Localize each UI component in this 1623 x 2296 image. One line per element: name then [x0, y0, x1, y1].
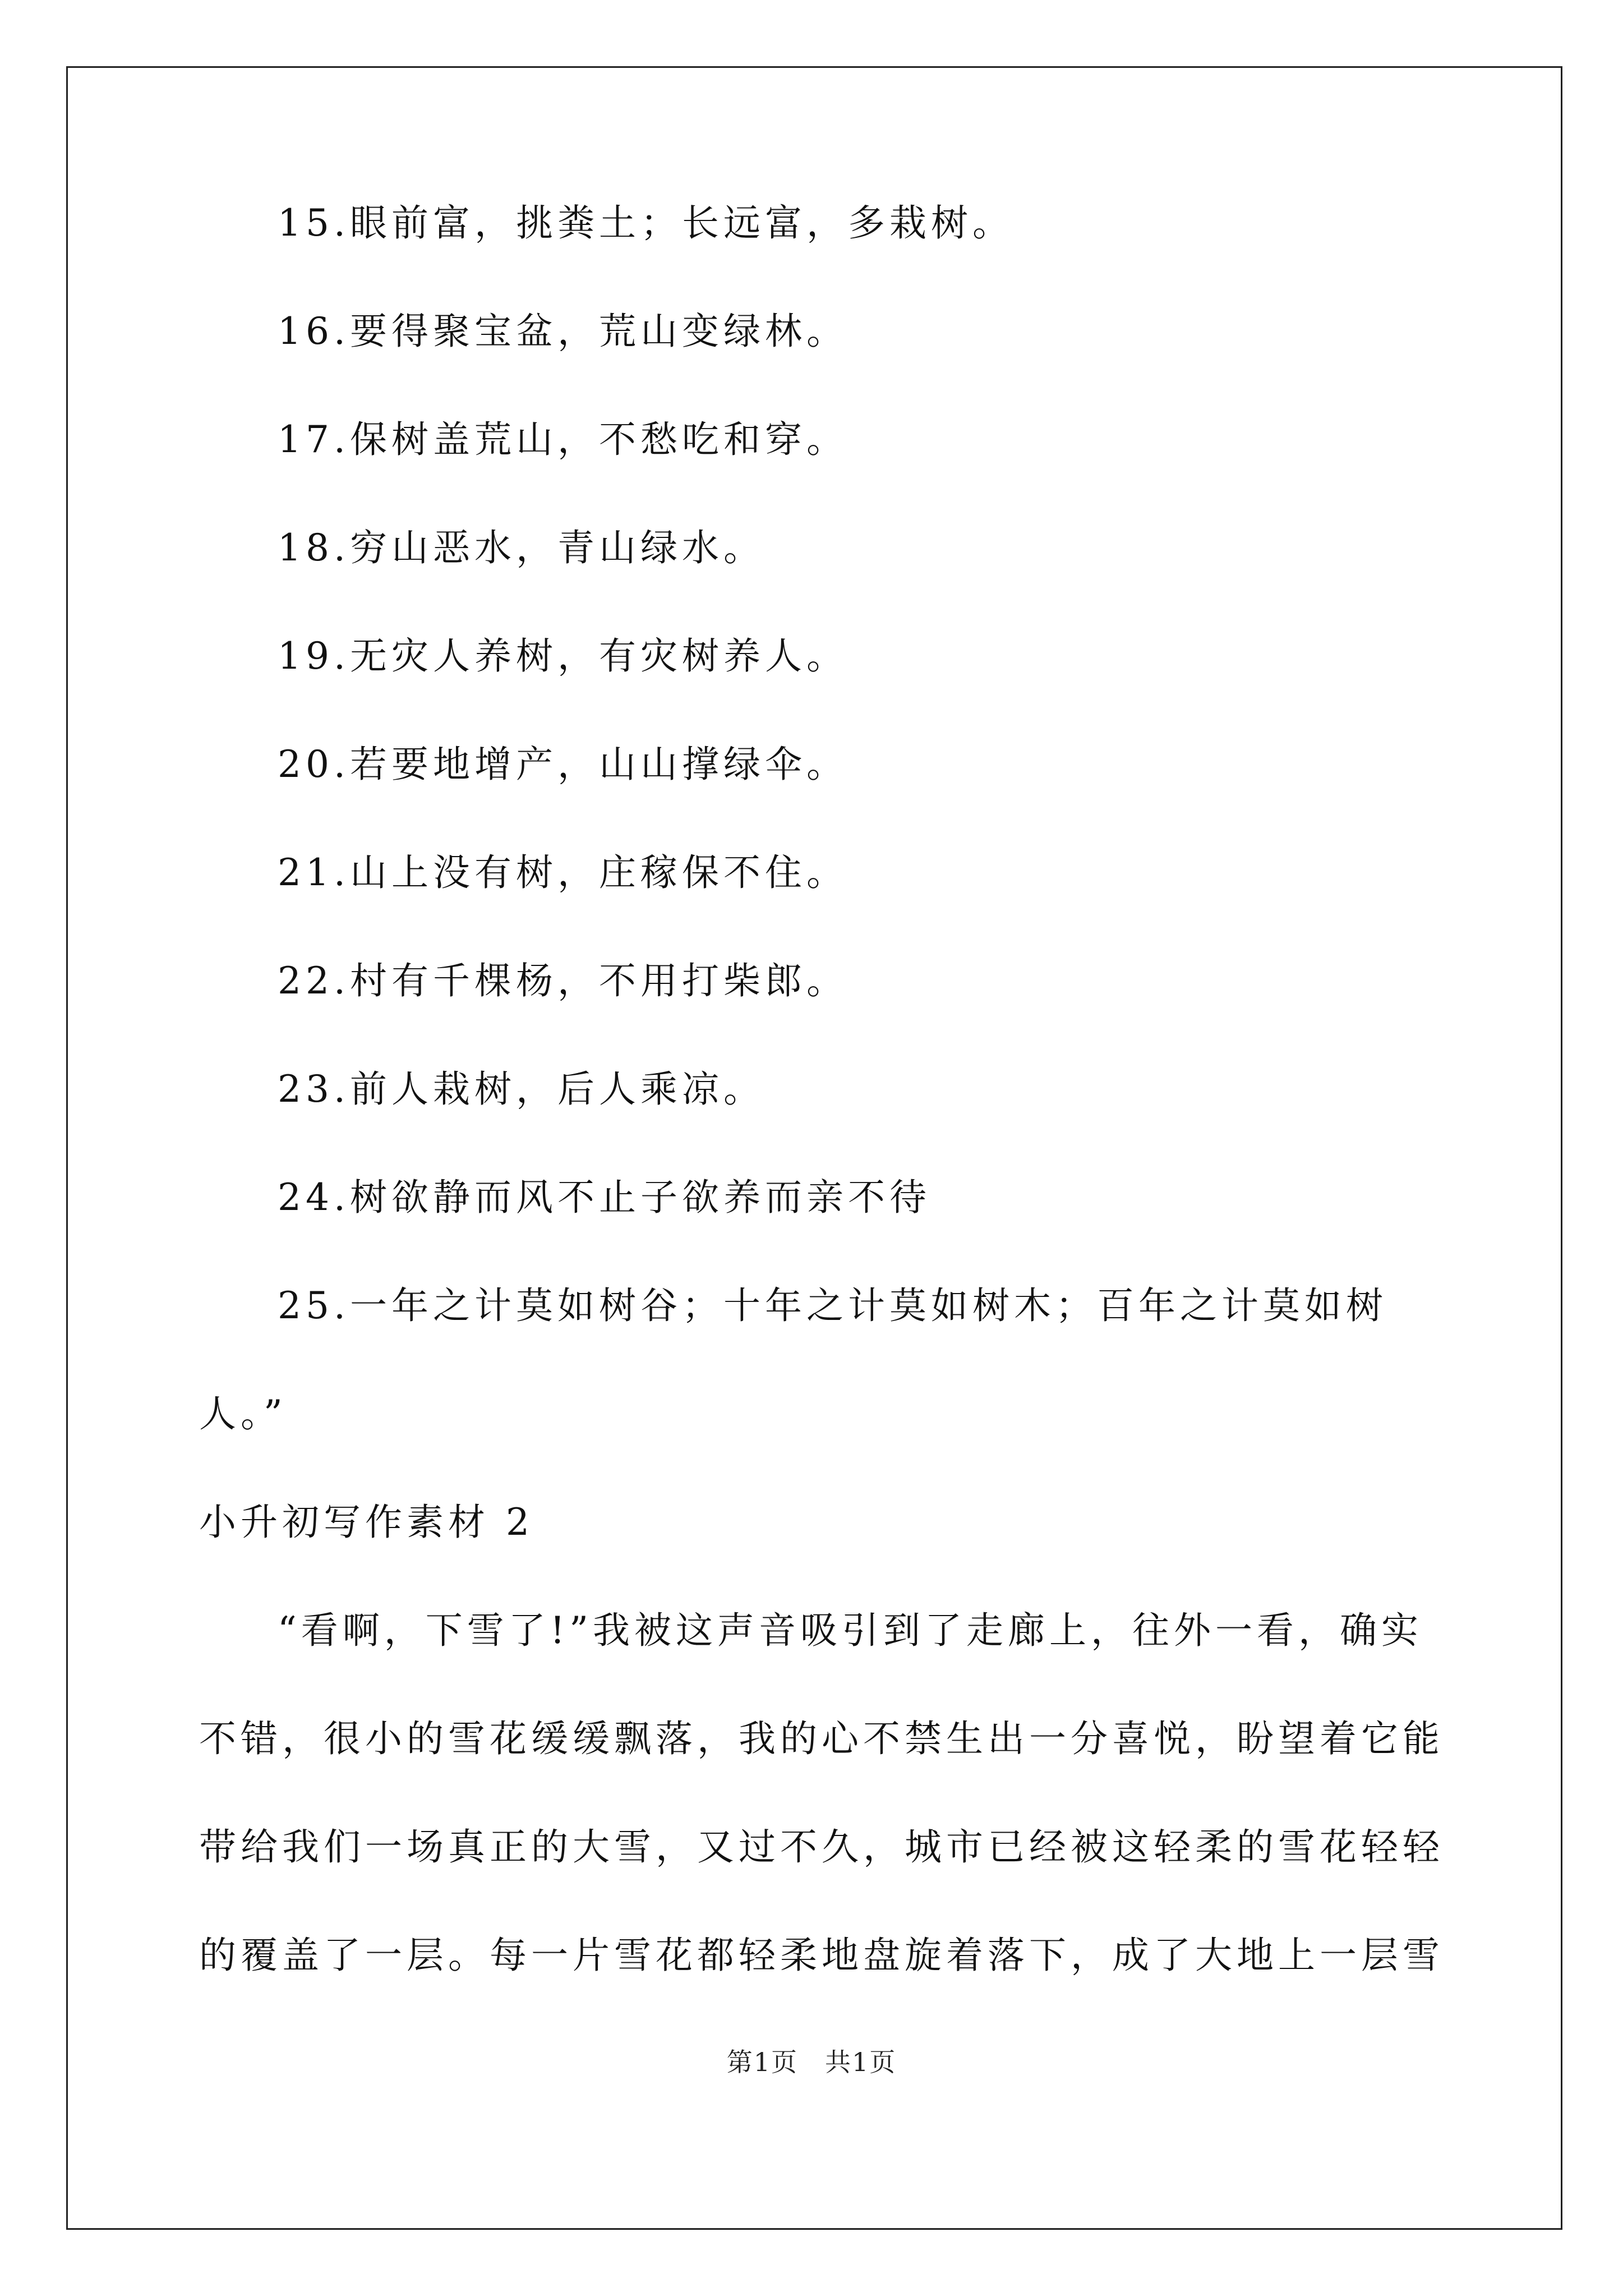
proverb-20: 20.若要地增产，山山撑绿伞。 [278, 743, 848, 786]
essay-line-3: 带给我们一场真正的大雪，又过不久，城市已经被这轻柔的雪花轻轻 [199, 1825, 1444, 1869]
document-body [199, 196, 1444, 1982]
proverb-16: 16.要得聚宝盆，荒山变绿林。 [278, 310, 848, 353]
section-heading: 小升初写作素材 2 [199, 1501, 534, 1544]
proverb-15: 15.眼前富，挑粪土；长远富，多栽树。 [278, 201, 1014, 245]
proverb-23: 23.前人栽树，后人乘凉。 [278, 1068, 765, 1111]
proverb-24: 24.树欲静而风不止子欲养而亲不待 [278, 1176, 931, 1219]
essay-line-4: 的覆盖了一层。每一片雪花都轻柔地盘旋着落下，成了大地上一层雪 [199, 1934, 1444, 1977]
proverb-25-line-1: 25.一年之计莫如树谷；十年之计莫如树木；百年之计莫如树 [278, 1284, 1387, 1327]
essay-line-1: “看啊，下雪了!”我被这声音吸引到了走廊上，往外一看，确实 [278, 1609, 1423, 1652]
proverb-25-line-2: 人。” [199, 1392, 287, 1435]
proverb-22: 22.村有千棵杨，不用打柴郎。 [278, 959, 848, 1002]
proverb-18: 18.穷山恶水，青山绿水。 [278, 526, 765, 569]
proverb-21: 21.山上没有树，庄稼保不住。 [278, 851, 848, 894]
proverb-17: 17.保树盖荒山，不愁吃和穿。 [278, 418, 848, 461]
page-footer: 第1页 共1页 [726, 2047, 897, 2077]
essay-line-2: 不错，很小的雪花缓缓飘落，我的心不禁生出一分喜悦，盼望着它能 [199, 1717, 1444, 1760]
proverb-19: 19.无灾人养树，有灾树养人。 [278, 634, 848, 678]
